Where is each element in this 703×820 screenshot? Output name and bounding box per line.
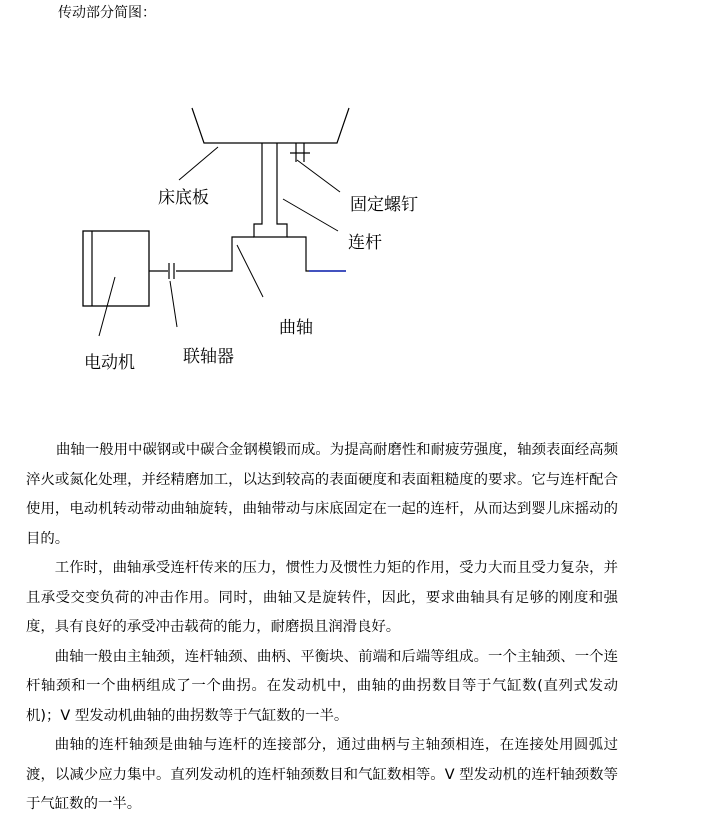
- label-fixing-screw: 固定螺钉: [350, 195, 418, 215]
- motor-shape: [83, 231, 149, 306]
- label-crankshaft: 曲轴: [279, 318, 313, 338]
- label-motor: 电动机: [84, 353, 135, 373]
- crankshaft-shape: [176, 237, 346, 271]
- bed-plate-shape: [192, 108, 349, 143]
- connecting-rod-shape: [254, 143, 287, 237]
- coupling-shape: [169, 263, 174, 279]
- label-coupling: 联轴器: [183, 347, 234, 367]
- paragraph: 工作时，曲轴承受连杆传来的压力，惯性力及惯性力矩的作用，受力大而且受力复杂，并且承受交变负荷的冲击作用。同时，曲轴又是旋转件，因此，要求曲轴具有足够的刚度和强度，具有良好的承受冲击载荷的能力，耐磨损且润滑良好。: [26, 560, 618, 635]
- paragraph: 曲轴一般用中碳钢或中碳合金钢模锻而成。为提高耐磨性和耐疲劳强度，轴颈表面经高频淬火或氮化处理，并经精磨加工，以达到较高的表面硬度和表面粗糙度的要求。它与连杆配合使用，电动机转动带动曲轴旋转，曲轴带动与床底固定在一起的连杆，从而达到婴儿床摇动的目的。: [26, 442, 618, 547]
- paragraph: 曲轴的连杆轴颈是曲轴与连杆的连接部分，通过曲柄与主轴颈相连，在连接处用圆弧过渡，以减少应力集中。直列发动机的连杆轴颈数目和气缸数相等。V 型发动机的连杆轴颈数等于气缸数的一半。: [26, 737, 618, 812]
- fixing-screw-shape: [290, 143, 310, 162]
- label-bed-plate: 床底板: [158, 188, 209, 208]
- diagram-heading: 传动部分简图：: [58, 5, 156, 21]
- body-text: [26, 436, 618, 820]
- label-connecting-rod: 连杆: [348, 233, 382, 253]
- paragraph: 曲轴一般由主轴颈，连杆轴颈、曲柄、平衡块、前端和后端等组成。一个主轴颈、一个连杆轴颈和一个曲柄组成了一个曲拐。在发动机中，曲轴的曲拐数目等于气缸数(直列式发动机)；V 型发动机曲轴的曲拐数等于气缸数的一半。: [26, 648, 618, 724]
